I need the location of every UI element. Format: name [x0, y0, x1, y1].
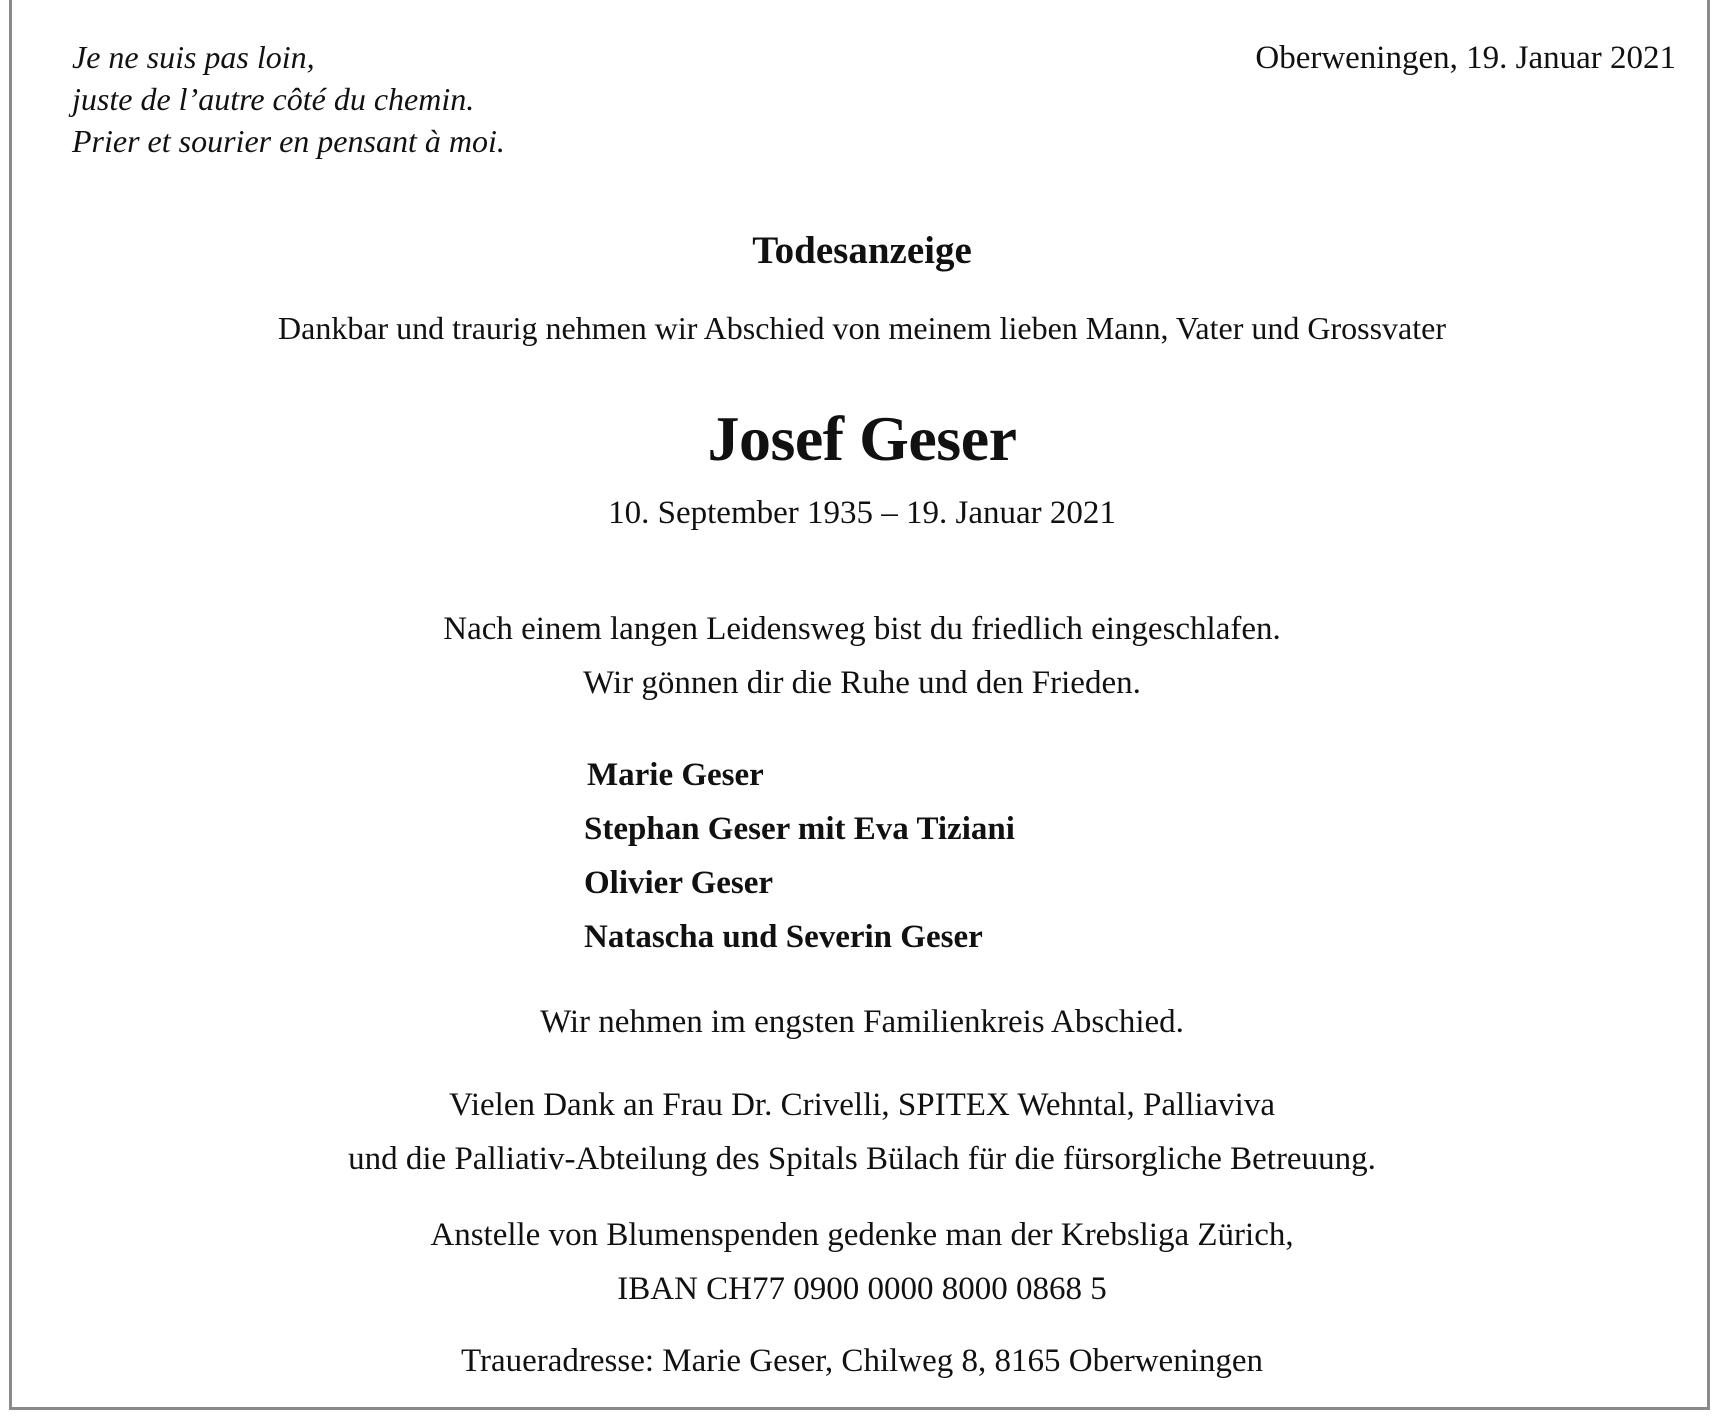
deceased-name: Josef Geser	[707, 403, 1017, 474]
thanks	[0, 1078, 1724, 1186]
donation	[0, 1208, 1724, 1316]
message-line: Wir gönnen dir die Ruhe und den Frieden.	[583, 665, 1141, 701]
poem	[72, 36, 505, 162]
poem-line: juste de l’autre côté du chemin.	[72, 81, 475, 117]
family-list	[584, 748, 1015, 964]
family-member: Olivier Geser	[584, 865, 774, 901]
dateline: Oberweningen, 19. Januar 2021	[1255, 40, 1676, 76]
donation-line: Anstelle von Blumenspenden gedenke man der Krebsliga Zürich,	[430, 1217, 1294, 1253]
mourning-address: Traueradresse: Marie Geser, Chilweg 8, 8165 Oberweningen	[460, 1343, 1264, 1379]
family-member: Stephan Geser mit Eva Tiziani	[584, 811, 1015, 847]
message	[0, 602, 1724, 710]
message-line: Nach einem langen Leidensweg bist du friedlich eingeschlafen.	[443, 611, 1281, 647]
family-member: Marie Geser	[587, 757, 764, 793]
farewell-text: Wir nehmen im engsten Familienkreis Abschied.	[540, 1004, 1184, 1040]
notice-heading: Todesanzeige	[752, 229, 972, 272]
thanks-line: und die Palliativ-Abteilung des Spitals Bülach für die fürsorgliche Betreuung.	[348, 1141, 1376, 1177]
poem-line: Je ne suis pas loin,	[72, 39, 315, 75]
life-dates: 10. September 1935 – 19. Januar 2021	[608, 495, 1116, 531]
family-member: Natascha und Severin Geser	[584, 919, 983, 955]
poem-line: Prier et sourier en pensant à moi.	[72, 123, 505, 159]
donation-line: IBAN CH77 0900 0000 8000 0868 5	[617, 1271, 1107, 1307]
intro-text: Dankbar und traurig nehmen wir Abschied von meinem lieben Mann, Vater und Grossvater	[278, 310, 1446, 346]
thanks-line: Vielen Dank an Frau Dr. Crivelli, SPITEX Wehntal, Palliaviva	[448, 1087, 1275, 1123]
